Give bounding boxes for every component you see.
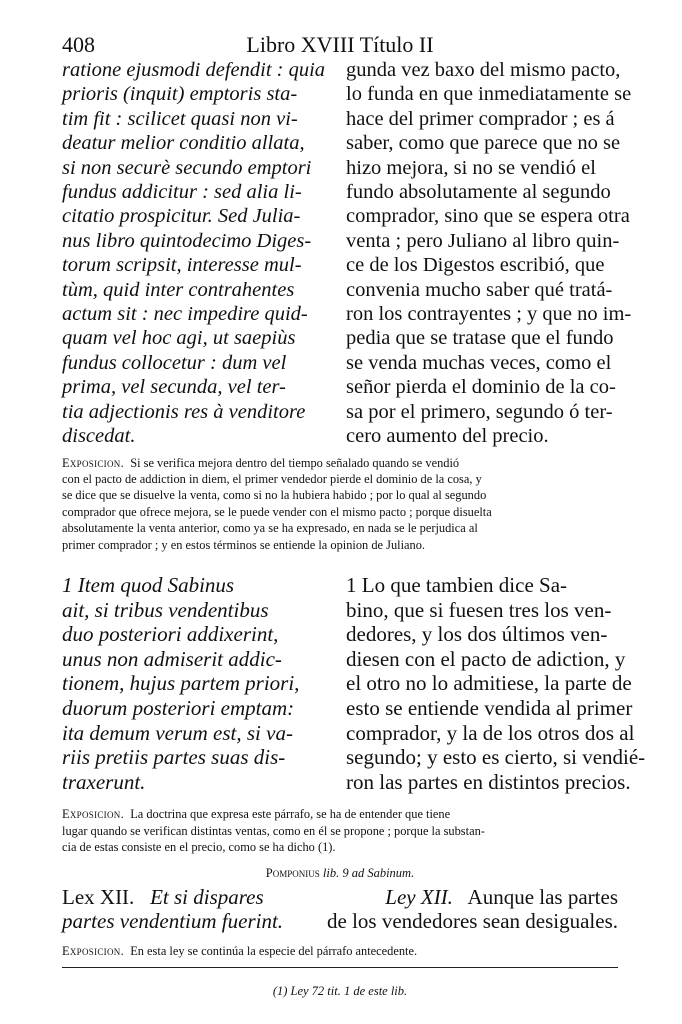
text-line: ce de los Digestos escribió, que xyxy=(346,254,605,277)
latin-column xyxy=(62,573,332,794)
lex-heading xyxy=(62,885,618,933)
exposition-1: Exposicion. La doctrina que expresa este párrafo, se ha de entender que tiene lugar quando se verifican distintas ventas, como en él se propone ; porque la substan- cia de estas consiste en el precio, como se ha dicho (1). xyxy=(62,807,485,855)
exposition-final: Exposicion. En esta ley se continúa la especie del párrafo antecedente. xyxy=(62,943,418,958)
text-line: el otro no lo admitiese, la parte de xyxy=(346,671,632,696)
text-line: hace del primer comprador ; es á xyxy=(346,107,615,130)
text-line: comprador, y la de los otros dos al xyxy=(346,720,635,745)
latin-column xyxy=(62,58,332,449)
text-line: discedat. xyxy=(62,425,136,448)
text-line: fundus collocetur : dum vel xyxy=(62,351,287,374)
text-line: unus non admiserit addic- xyxy=(62,646,282,671)
text-line: pedia que se tratase que el fundo xyxy=(346,327,614,350)
text-line: saber, como que parece que no se xyxy=(346,132,621,155)
text-line: quam vel hoc agi, ut saepiùs xyxy=(62,327,296,350)
text-line: actum sit : nec impedire quid- xyxy=(62,303,308,326)
text-line: diesen con el pacto de adiction, y xyxy=(346,646,626,671)
text-line: ait, si tribus vendentibus xyxy=(62,597,269,622)
text-line: duorum posteriori emptam: xyxy=(62,695,295,720)
text-line: segundo; y esto es cierto, si vendié- xyxy=(346,745,646,770)
text-line: lo funda en que inmediatamente se xyxy=(346,83,632,106)
text-line: prioris (inquit) emptoris sta- xyxy=(62,83,298,106)
text-line: ron los contrayentes ; y que no im- xyxy=(346,303,632,326)
text-line: tim fit : scilicet quasi non vi- xyxy=(62,107,298,130)
text-line: se venda muchas veces, como el xyxy=(346,351,612,374)
work-reference: lib. 9 ad Sabinum. xyxy=(322,865,415,880)
text-line: tùm, quid inter contrahentes xyxy=(62,278,295,301)
author-name: Pomponius xyxy=(265,865,320,880)
text-line: sa por el primero, segundo ó ter- xyxy=(346,400,613,423)
text-line: 1 Lo que tambien dice Sa- xyxy=(346,572,568,597)
text-line: gunda vez baxo del mismo pacto, xyxy=(346,59,621,81)
exposition-0: Exposicion. Si se verifica mejora dentro del tiempo señalado quando se vendió con el pacto de addiction in diem, el primer vendedor pierde el dominio de la cosa, y se dice que se disuelve la venta, como si no la hubiera habido ; por lo qual al segundo comprador que ofrece mejora, se le puede vender con el mismo pacto ; porque disuelta absolutamente la venta anterior, como ya se ha expresado, en nada se le perjudica al primer comprador ; y en estos términos se entiende la opinion de Juliano. xyxy=(62,455,492,552)
text-line: bino, que si fuesen tres los ven- xyxy=(346,597,612,622)
text-line: tia adjectionis res à venditore xyxy=(62,400,306,423)
text-line: ratione ejusmodi defendit : quia xyxy=(62,59,326,81)
text-line: cero aumento del precio. xyxy=(346,425,549,448)
footnote: (1) Ley 72 tit. 1 de este lib. xyxy=(272,983,408,998)
text-line: citatio prospicitur. Sed Julia- xyxy=(62,205,301,228)
footnote-divider xyxy=(62,967,618,968)
page-header xyxy=(62,24,618,58)
text-line: prima, vel secunda, vel ter- xyxy=(62,376,286,399)
parallel-text-1 xyxy=(62,572,646,794)
lex-latin: Lex XII. Et si dispares partes vendentium fuerint. xyxy=(62,884,284,933)
exposition-label: Exposicion. xyxy=(62,455,124,470)
source-attribution xyxy=(62,866,618,881)
text-line: torum scripsit, interesse mul- xyxy=(62,254,302,277)
text-line: si non securè secundo emptori xyxy=(62,156,312,179)
text-line: duo posteriori addixerint, xyxy=(62,622,279,647)
text-line: venta ; pero Juliano al libro quin- xyxy=(346,229,620,252)
exposition-label: Exposicion. xyxy=(62,807,124,822)
text-line: 1 Item quod Sabinus xyxy=(62,572,235,597)
text-line: traxerunt. xyxy=(62,769,146,794)
text-line: tionem, hujus partem priori, xyxy=(62,671,300,696)
text-line: nus libro quintodecimo Diges- xyxy=(62,229,312,252)
parallel-text-0 xyxy=(62,58,632,449)
spanish-column xyxy=(346,58,632,449)
lex-spanish: Ley XII. Aunque las partes de los vendedores sean desiguales. xyxy=(327,884,618,933)
text-line: dedores, y los dos últimos ven- xyxy=(346,622,608,647)
text-line: fundo absolutamente al segundo xyxy=(346,181,611,204)
exposition-label: Exposicion. xyxy=(62,943,124,958)
spanish-column xyxy=(346,572,646,794)
page xyxy=(62,24,646,999)
text-line: riis pretiis partes suas dis- xyxy=(62,745,286,770)
running-head: Libro XVIII Título II xyxy=(246,32,434,57)
text-line: esto se entiende vendida al primer xyxy=(346,695,633,720)
text-line: ita demum verum est, si va- xyxy=(62,720,293,745)
text-line: hizo mejora, si no se vendió el xyxy=(346,156,596,179)
text-line: fundus addicitur : sed alia li- xyxy=(62,181,302,204)
page-number: 408 xyxy=(62,32,95,57)
text-line: ron las partes en distintos precios. xyxy=(346,769,631,794)
text-line: convenia mucho saber qué tratá- xyxy=(346,278,613,301)
text-line: deatur melior conditio allata, xyxy=(62,132,305,155)
text-line: señor pierda el dominio de la co- xyxy=(346,376,616,399)
text-line: comprador, sino que se espera otra xyxy=(346,205,630,228)
